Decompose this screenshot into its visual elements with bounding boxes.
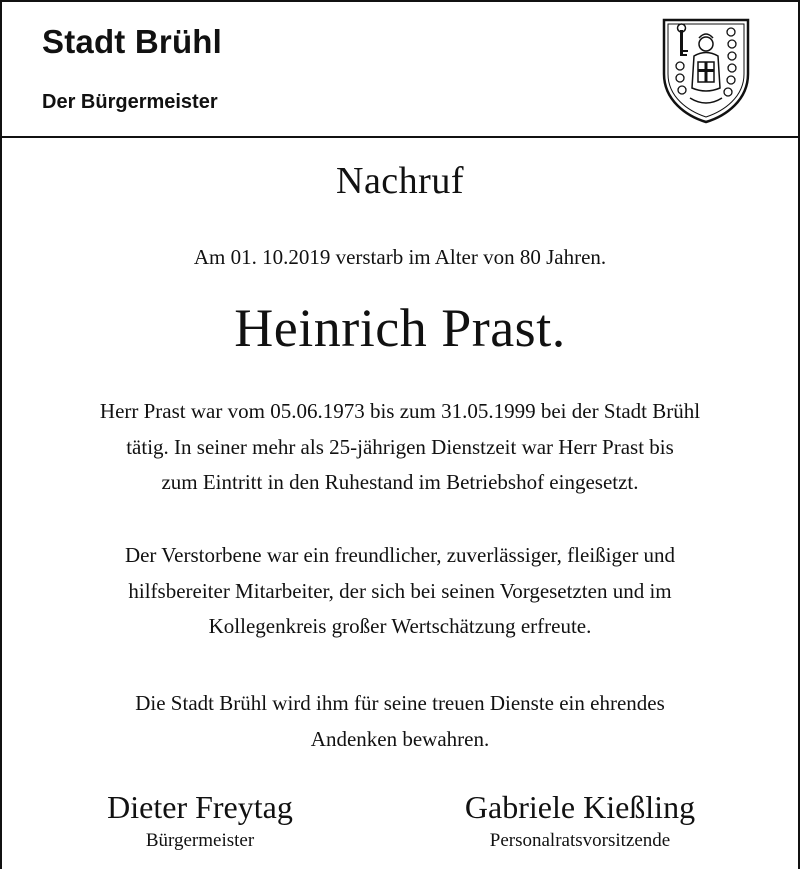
paragraph-service	[32, 394, 768, 501]
notice-title: Nachruf	[336, 160, 464, 202]
paragraph-line: Kollegenkreis großer Wertschätzung erfreute.	[208, 614, 592, 638]
paragraph-line: zum Eintritt in den Ruhestand im Betriebshof eingesetzt.	[161, 470, 639, 494]
paragraph-line: tätig. In seiner mehr als 25-jährigen Dienstzeit war Herr Prast bis	[126, 434, 674, 459]
paragraph-line: Herr Prast war vom 05.06.1973 bis zum 31.05.1999 bei der Stadt Brühl	[99, 399, 701, 423]
signatory-mayor	[50, 786, 350, 854]
death-announcement: Am 01. 10.2019 verstarb im Alter von 80 Jahren.	[193, 245, 607, 269]
signatory-name: Gabriele Kießling	[464, 789, 696, 825]
organization-name: Stadt Brühl	[42, 23, 223, 60]
paragraph-line: hilfsbereiter Mitarbeiter, der sich bei seinen Vorgesetzten und im	[128, 578, 672, 603]
paragraph-remembrance	[32, 686, 768, 757]
deceased-name: Heinrich Prast.	[234, 298, 566, 358]
organization-subtitle: Der Bürgermeister	[42, 91, 218, 113]
signatory-role: Personalratsvorsitzende	[489, 830, 671, 851]
paragraph-character	[32, 538, 768, 645]
signatory-name: Dieter Freytag	[107, 789, 293, 825]
paragraph-line: Die Stadt Brühl wird ihm für seine treuen Dienste ein ehrendes	[135, 691, 665, 715]
signatory-role: Bürgermeister	[145, 830, 255, 851]
paragraph-line: Der Verstorbene war ein freundlicher, zuverlässiger, fleißiger und	[124, 543, 676, 567]
signatory-staff-council	[430, 786, 730, 854]
notice-header	[2, 2, 798, 138]
coat-of-arms-icon	[660, 16, 752, 124]
paragraph-line: Andenken bewahren.	[310, 726, 490, 751]
